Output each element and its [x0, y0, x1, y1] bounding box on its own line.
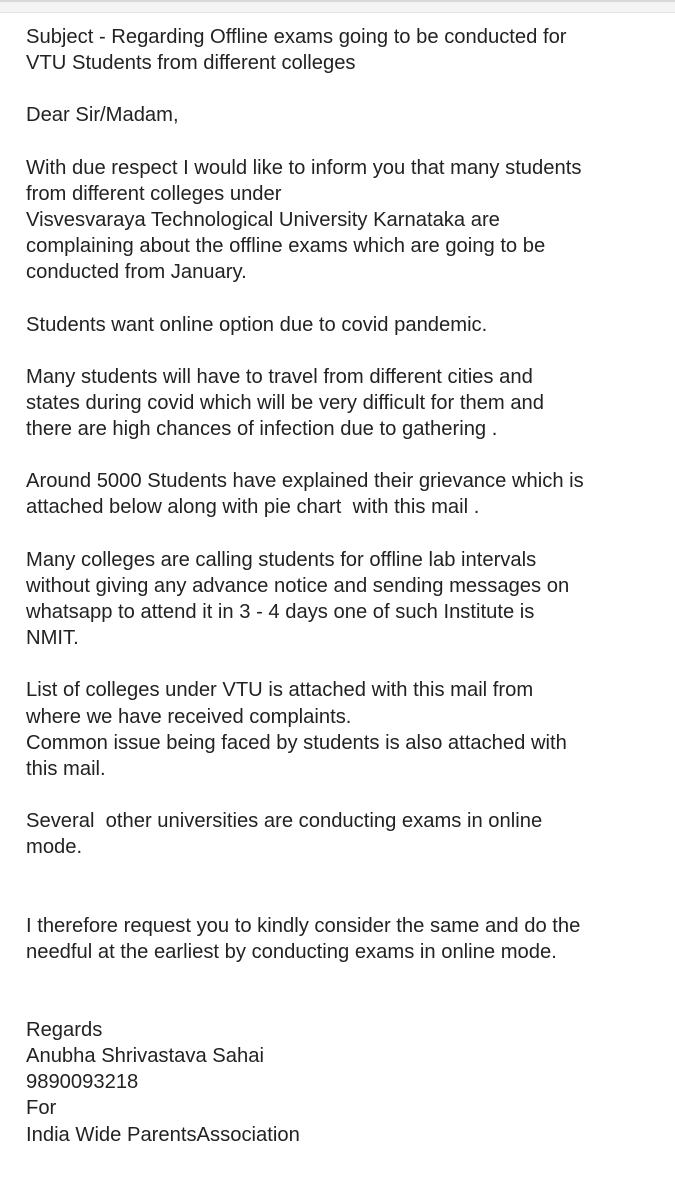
email-greeting: Dear Sir/Madam,	[26, 104, 179, 127]
signature-name: Anubha Shrivastava Sahai	[26, 1045, 264, 1068]
paragraph-line: NMIT.	[26, 627, 79, 650]
paragraph-line: whatsapp to attend it in 3 - 4 days one of such Institute is	[26, 601, 535, 623]
paragraph-line: where we have received complaints.	[26, 705, 352, 728]
email-signature	[26, 1017, 656, 1148]
paragraph-line: this mail.	[26, 757, 106, 780]
paragraph-line: With due respect I would like to inform you that many students	[26, 156, 582, 179]
paragraph-line: Many colleges are calling students for offline lab intervals	[26, 548, 537, 571]
paragraph-line: there are high chances of infection due to gathering .	[26, 418, 498, 441]
email-greeting-block	[26, 102, 656, 128]
signature-phone: 9890093218	[26, 1071, 139, 1094]
paragraph-college-list	[26, 677, 656, 782]
paragraph-line: conducted from January.	[26, 261, 247, 284]
email-subject	[26, 24, 656, 76]
signature-organization: India Wide ParentsAssociation	[26, 1123, 300, 1146]
paragraph-other-universities	[26, 808, 656, 860]
paragraph-grievance	[26, 468, 656, 520]
top-edge-line	[0, 0, 675, 2]
subject-line: VTU Students from different colleges	[26, 52, 356, 75]
subject-line: Subject - Regarding Offline exams going to be conducted for	[26, 26, 567, 48]
paragraph-line: without giving any advance notice and sending messages on	[26, 574, 570, 597]
paragraph-line: states during covid which will be very difficult for them and	[26, 391, 545, 414]
paragraph-inform	[26, 155, 656, 286]
paragraph-lab-intervals	[26, 547, 656, 652]
paragraph-line: Visvesvaraya Technological University Karnataka are	[26, 208, 500, 231]
paragraph-line: Common issue being faced by students is also attached with	[26, 731, 567, 754]
paragraph-line: Several other universities are conducting exams in online	[26, 810, 543, 833]
paragraph-line: Around 5000 Students have explained their grievance which is	[26, 470, 584, 493]
paragraph-line: mode.	[26, 836, 83, 859]
email-body	[26, 24, 656, 1148]
paragraph-online-option	[26, 312, 656, 338]
paragraph-line: List of colleges under VTU is attached with this mail from	[26, 679, 534, 702]
signature-closing: Regards	[26, 1018, 103, 1041]
signature-for-label: For	[26, 1097, 57, 1120]
paragraph-line: Students want online option due to covid pandemic.	[26, 313, 488, 336]
paragraph-travel	[26, 364, 656, 443]
paragraph-line: attached below along with pie chart with this mail .	[26, 496, 480, 519]
paragraph-line: complaining about the offline exams which are going to be	[26, 235, 546, 258]
paragraph-line: Many students will have to travel from different cities and	[26, 365, 533, 388]
paragraph-request	[26, 913, 656, 965]
paragraph-line: I therefore request you to kindly consider the same and do the	[26, 914, 581, 937]
paragraph-line: needful at the earliest by conducting exams in online mode.	[26, 940, 557, 963]
paragraph-line: from different colleges under	[26, 182, 282, 205]
